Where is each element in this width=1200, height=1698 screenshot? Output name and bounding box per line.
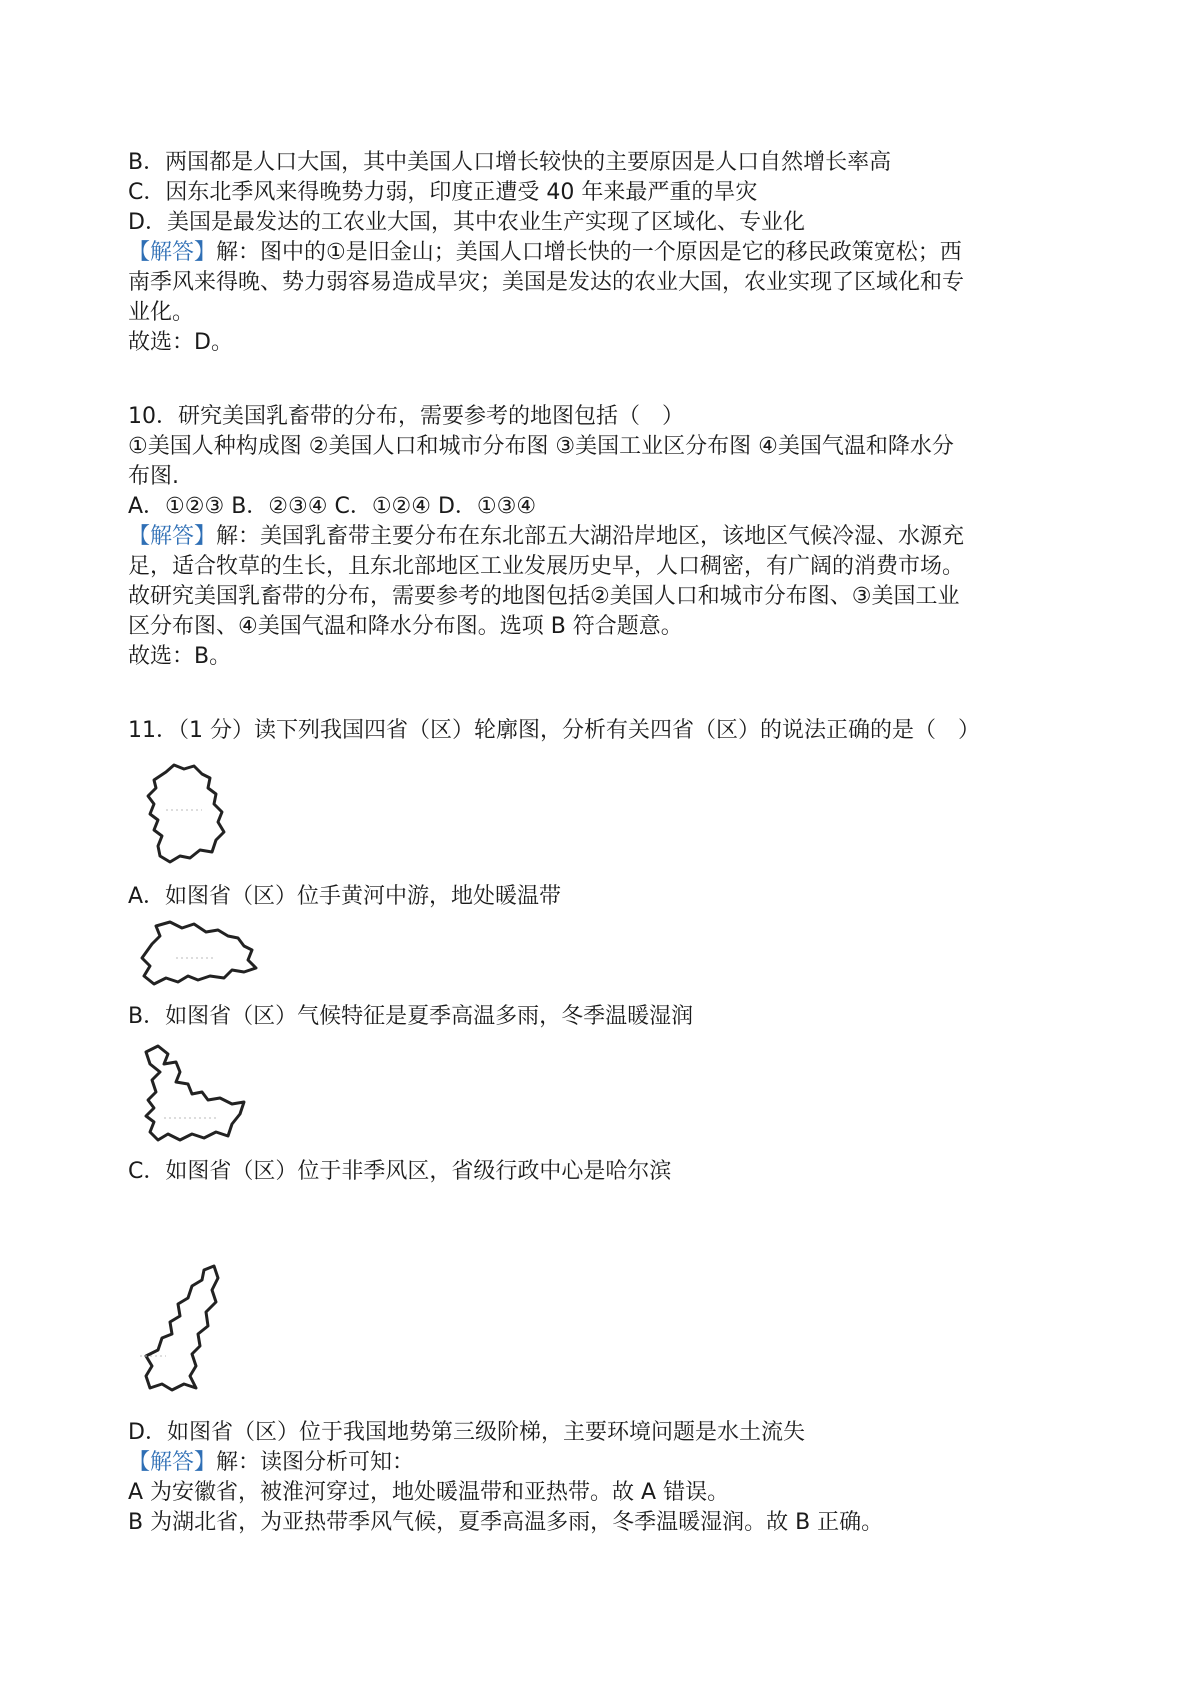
q11-option-d: D．如图省（区）位于我国地势第三级阶梯，主要环境问题是水土流失: [128, 1420, 805, 1445]
q11-stem: 11．（1 分）读下列我国四省（区）轮廓图，分析有关四省（区）的说法正确的是（ ）: [128, 718, 980, 743]
q11-option-b: B．如图省（区）气候特征是夏季高温多雨，冬季温暖湿润: [128, 1004, 694, 1029]
q9-answer-line1: 【解答】解：图中的①是旧金山；美国人口增长快的一个原因是它的移民政策宽松；西: [128, 240, 962, 265]
q9-choice: 故选：D。: [128, 330, 233, 355]
map-c-province-outline: [136, 1040, 256, 1150]
q10-answer-line1: 【解答】解：美国乳畜带主要分布在东北部五大湖沿岸地区，该地区气候冷湿、水源充: [128, 524, 965, 549]
q10-stem: 10．研究美国乳畜带的分布，需要参考的地图包括（ ）: [128, 404, 684, 429]
q10-answer-line2: 足，适合牧草的生长，且东北部地区工业发展历史早，人口稠密，有广阔的消费市场。: [128, 554, 965, 579]
map-d-province-outline: [136, 1260, 236, 1400]
q11-option-a: A．如图省（区）位手黄河中游，地处暖温带: [128, 884, 562, 909]
answer-tag: 【解答】: [128, 1450, 217, 1475]
answer-tag: 【解答】: [128, 240, 217, 265]
q11-answer-a: A 为安徽省，被淮河穿过，地处暖温带和亚热带。故 A 错误。: [128, 1480, 730, 1505]
q10-items-line2: 布图.: [128, 464, 179, 489]
map-a-province-outline: [136, 760, 236, 870]
map-b-province-outline: [136, 914, 266, 994]
q9-option-c: C．因东北季风来得晚势力弱，印度正遭受 40 年来最严重的旱灾: [128, 180, 758, 205]
q11-answer-line1: 【解答】解：读图分析可知：: [128, 1450, 415, 1475]
answer-tag: 【解答】: [128, 524, 217, 549]
q10-answer-line3: 故研究美国乳畜带的分布，需要参考的地图包括②美国人口和城市分布图、③美国工业: [128, 584, 960, 609]
q10-answer-line4: 区分布图、④美国气温和降水分布图。选项 B 符合题意。: [128, 614, 683, 639]
q10-options: A．①②③ B．②③④ C．①②④ D．①③④: [128, 494, 537, 519]
q9-answer-line3: 业化。: [128, 300, 195, 325]
q10-choice: 故选：B。: [128, 644, 232, 669]
q11-answer-b: B 为湖北省，为亚热带季风气候，夏季高温多雨，冬季温暖湿润。故 B 正确。: [128, 1510, 884, 1535]
q9-answer-line2: 南季风来得晚、势力弱容易造成旱灾；美国是发达的农业大国，农业实现了区域化和专: [128, 270, 965, 295]
q9-option-d: D．美国是最发达的工农业大国，其中农业生产实现了区域化、专业化: [128, 210, 805, 235]
q11-option-c: C．如图省（区）位于非季风区，省级行政中心是哈尔滨: [128, 1159, 672, 1184]
q10-items-line1: ①美国人种构成图 ②美国人口和城市分布图 ③美国工业区分布图 ④美国气温和降水分: [128, 434, 954, 459]
q9-option-b: B．两国都是人口大国，其中美国人口增长较快的主要原因是人口自然增长率高: [128, 150, 892, 175]
